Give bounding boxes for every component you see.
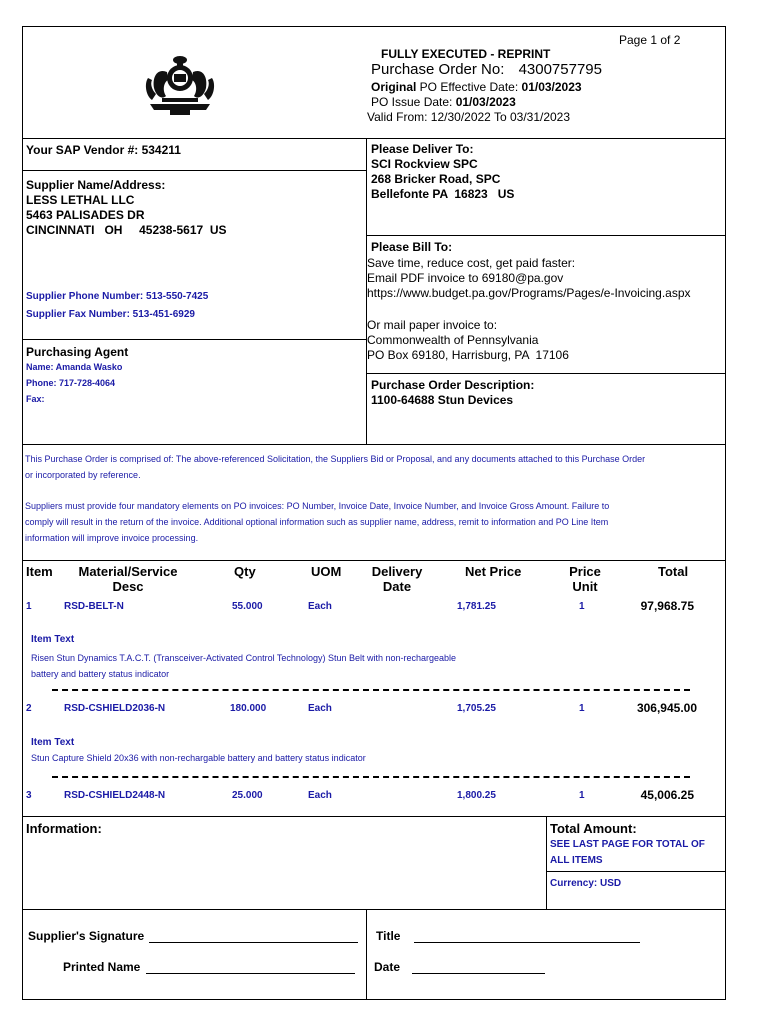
col-material-l2: Desc (112, 579, 144, 594)
divider (22, 444, 726, 445)
bill-line1: Save time, reduce cost, get paid faster: (367, 256, 576, 270)
printed-name-line[interactable] (146, 973, 355, 974)
valid-dates: Valid From: 12/30/2022 To 03/31/2023 (367, 110, 571, 124)
total-note-line1: SEE LAST PAGE FOR TOTAL OF (550, 839, 705, 850)
bill-email: Email PDF invoice to 69180@pa.gov (367, 271, 564, 285)
total-note-line2: ALL ITEMS (550, 855, 603, 866)
issue-date-line (371, 95, 516, 109)
item-text-label: Item Text (31, 634, 75, 645)
agent-fax: Fax: (26, 394, 45, 404)
item-price-unit: 1 (579, 601, 585, 612)
item-qty: 180.000 (230, 703, 267, 714)
invoice-line2: comply will result in the return of the invoice. Additional optional information such as supplier name, address, remit to information and PO Line Item (25, 517, 609, 527)
divider (22, 138, 726, 139)
item-price-unit: 1 (579, 790, 585, 801)
deliver-title: Please Deliver To: (371, 142, 474, 156)
col-uom: UOM (311, 564, 342, 579)
effective-date-line (371, 80, 582, 94)
item-text-line2: battery and battery status indicator (31, 669, 170, 679)
col-total: Total (658, 564, 689, 579)
effective-date: 01/03/2023 (521, 80, 582, 94)
date-line[interactable] (412, 973, 545, 974)
divider (546, 816, 547, 909)
po-description-title: Purchase Order Description: (371, 378, 535, 392)
supplier-name: LESS LETHAL LLC (26, 193, 135, 207)
sap-vendor-number: Your SAP Vendor #: 534211 (26, 143, 181, 157)
issue-label: PO Issue Date: (371, 95, 456, 109)
item-text-label: Item Text (31, 737, 75, 748)
total-amount-note (550, 837, 705, 869)
item-separator (52, 776, 690, 778)
item-net-price: 1,781.25 (457, 601, 496, 612)
invoice-line3: information will improve invoice processing. (25, 533, 199, 543)
item-text (31, 650, 456, 682)
divider (22, 560, 726, 561)
item-material: RSD-BELT-N (64, 601, 124, 612)
agent-phone: Phone: 717-728-4064 (26, 378, 116, 388)
po-number: 4300757795 (518, 61, 602, 78)
deliver-to (371, 142, 514, 202)
col-price-unit (560, 564, 610, 594)
supplier-address-line2: CINCINNATI OH 45238-5617 US (26, 223, 227, 237)
item-uom: Each (308, 601, 332, 612)
divider (366, 373, 726, 374)
page-label: Page 1 of 2 (619, 33, 681, 47)
item-uom: Each (308, 703, 332, 714)
col-net-price: Net Price (465, 564, 522, 579)
purchasing-agent-title: Purchasing Agent (26, 345, 129, 359)
item-material: RSD-CSHIELD2036-N (64, 703, 166, 714)
date-label: Date (374, 960, 401, 974)
item-qty: 25.000 (232, 790, 263, 801)
item-separator (52, 689, 690, 691)
effective-prefix: Original (371, 80, 417, 94)
divider (22, 170, 366, 171)
item-net-price: 1,800.25 (457, 790, 496, 801)
divider (366, 909, 367, 1000)
col-price-unit-l1: Price (569, 564, 601, 579)
bill-url: https://www.budget.pa.gov/Programs/Pages/e-Invoicing.aspx (367, 286, 691, 300)
item-uom: Each (308, 790, 332, 801)
bill-line6: PO Box 69180, Harrisburg, PA 17106 (367, 348, 569, 362)
divider (22, 909, 726, 910)
issue-date: 01/03/2023 (455, 95, 516, 109)
col-item: Item (26, 564, 53, 579)
deliver-line2: 268 Bricker Road, SPC (371, 172, 501, 186)
deliver-line3: Bellefonte PA 16823 US (371, 187, 515, 201)
supplier-signature-label: Supplier's Signature (28, 929, 145, 943)
bill-line4: Or mail paper invoice to: (367, 318, 498, 332)
bill-to-title: Please Bill To: (371, 240, 453, 254)
deliver-line1: SCI Rockview SPC (371, 157, 478, 171)
title-line[interactable] (414, 942, 640, 943)
item-number: 3 (26, 790, 32, 801)
agent-name: Name: Amanda Wasko (26, 362, 123, 372)
item-text-line1: Risen Stun Dynamics T.A.C.T. (Transceiver-Activated Control Technology) Stun Belt with non-rechargeable (31, 653, 457, 663)
item-number: 2 (26, 703, 32, 714)
signature-line[interactable] (149, 942, 358, 943)
col-price-unit-l2: Unit (572, 579, 598, 594)
total-amount-title: Total Amount: (550, 821, 637, 836)
item-price-unit: 1 (579, 703, 585, 714)
supplier-title: Supplier Name/Address: (26, 178, 166, 192)
reprint-status: FULLY EXECUTED - REPRINT (381, 47, 551, 61)
terms-line1: This Purchase Order is comprised of: The above-referenced Solicitation, the Suppliers Bid or Proposal, and any documents attached to this Purchase Order (25, 454, 646, 464)
col-delivery (366, 564, 428, 594)
title-label: Title (376, 929, 401, 943)
col-material (68, 564, 188, 594)
item-total: 97,968.75 (640, 599, 694, 613)
divider (22, 816, 726, 817)
currency: Currency: USD (550, 878, 622, 889)
col-delivery-l1: Delivery (371, 564, 423, 579)
bill-line5: Commonwealth of Pennsylvania (367, 333, 539, 347)
col-delivery-l2: Date (382, 579, 412, 594)
pennsylvania-seal-icon (140, 50, 220, 120)
col-material-l1: Material/Service (78, 564, 178, 579)
terms-line2: or incorporated by reference. (25, 470, 141, 480)
supplier-fax: Supplier Fax Number: 513-451-6929 (26, 309, 195, 320)
item-total: 306,945.00 (636, 701, 697, 715)
divider (22, 339, 366, 340)
effective-label: PO Effective Date: (416, 80, 522, 94)
col-qty: Qty (234, 564, 256, 579)
invoice-note (25, 498, 609, 546)
item-total: 45,006.25 (640, 788, 694, 802)
supplier-address-line1: 5463 PALISADES DR (26, 208, 145, 222)
item-text-line1: Stun Capture Shield 20x36 with non-rechargable battery and battery status indicator (31, 753, 366, 763)
supplier-address (26, 178, 227, 238)
bill-to-info (367, 256, 691, 363)
item-number: 1 (26, 601, 32, 612)
item-qty: 55.000 (232, 601, 263, 612)
po-description (371, 378, 534, 408)
po-description-value: 1100-64688 Stun Devices (371, 393, 514, 407)
invoice-line1: Suppliers must provide four mandatory elements on PO invoices: PO Number, Invoice Date, Invoice Number, and Invoice Gross Amount. Failure to (25, 501, 610, 511)
terms-note (25, 451, 645, 483)
supplier-phone: Supplier Phone Number: 513-550-7425 (26, 291, 209, 302)
printed-name-label: Printed Name (63, 960, 141, 974)
po-number-label: Purchase Order No: (371, 61, 505, 78)
po-number-line (371, 61, 602, 78)
item-net-price: 1,705.25 (457, 703, 496, 714)
item-material: RSD-CSHIELD2448-N (64, 790, 166, 801)
divider (366, 235, 726, 236)
divider (546, 871, 726, 872)
information-title: Information: (26, 821, 102, 836)
